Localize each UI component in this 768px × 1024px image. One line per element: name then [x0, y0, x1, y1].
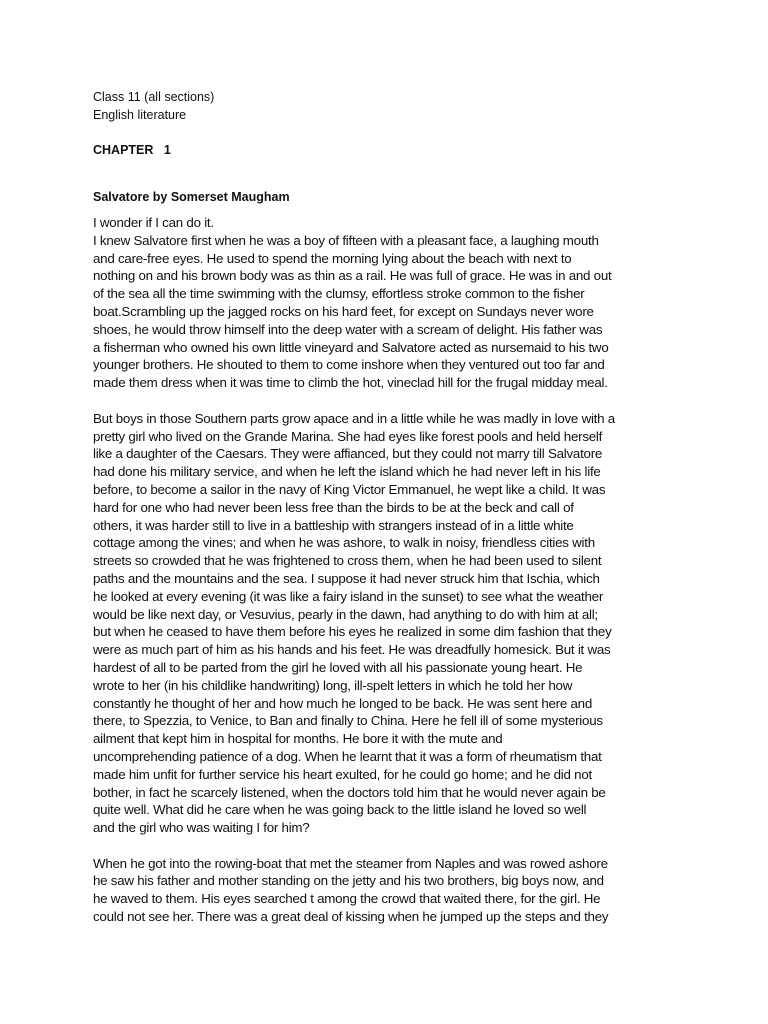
text-line: constantly he thought of her and how much he longed to be back. He was sent here and: [93, 695, 593, 711]
text-line: boat.Scrambling up the jagged rocks on his hard feet, for except on Sundays never wore: [93, 303, 594, 319]
text-line: he waved to them. His eyes searched t among the crowd that waited there, for the girl. He: [93, 891, 601, 907]
paragraph: [93, 410, 678, 837]
text-line: there, to Spezzia, to Venice, to Ban and finally to China. Here he fell ill of some mysterious: [93, 713, 603, 729]
text-line: streets so crowded that he was frightened to cross them, when he had been used to silent: [93, 553, 602, 569]
subject-line: English literature: [93, 108, 187, 122]
text-line: like a daughter of the Caesars. They were affianced, but they could not marry till Salvatore: [93, 446, 603, 462]
paragraph-gap: [93, 392, 678, 410]
chapter-heading: CHAPTER 1: [93, 143, 171, 157]
text-line: uncomprehending patience of a dog. When he learnt that it was a form of rheumatism that: [93, 748, 602, 764]
text-line: a fisherman who owned his own little vineyard and Salvatore acted as nursemaid to his two: [93, 339, 609, 355]
story-title: Salvatore by Somerset Maugham: [93, 190, 290, 204]
text-line: he saw his father and mother standing on the jetty and his two brothers, big boys now, and: [93, 873, 604, 889]
document-content: [93, 88, 678, 926]
text-line: wrote to her (in his childlike handwriting) long, ill-spelt letters in which he told her how: [93, 677, 573, 693]
text-line: before, to become a sailor in the navy of King Victor Emmanuel, he wept like a child. It was: [93, 481, 606, 497]
text-line: pretty girl who lived on the Grande Marina. She had eyes like forest pools and held herself: [93, 428, 603, 444]
text-line: of the sea all the time swimming with the clumsy, effortless stroke common to the fisher: [93, 286, 585, 302]
class-line: Class 11 (all sections): [93, 90, 215, 104]
paragraph-gap: [93, 837, 678, 855]
text-line: nothing on and his brown body was as thin as a rail. He was full of grace. He was in and out: [93, 268, 612, 284]
text-line: had done his military service, and when he left the island which he had never left in his life: [93, 464, 601, 480]
text-line: shoes, he would throw himself into the deep water with a scream of delight. His father was: [93, 321, 603, 337]
paragraph: [93, 855, 678, 926]
paragraph: [93, 214, 678, 392]
text-line: but when he ceased to have them before his eyes he realized in some dim fashion that they: [93, 624, 612, 640]
text-line: were as much part of him as his hands and his feet. He was dreadfully homesick. But it was: [93, 642, 611, 658]
text-line: made them dress when it was time to climb the hot, vineclad hill for the frugal midday meal.: [93, 375, 608, 391]
text-line: hardest of all to be parted from the girl he loved with all his passionate young heart. He: [93, 659, 583, 675]
text-line: cottage among the vines; and when he was ashore, to walk in noisy, friendless cities with: [93, 535, 595, 551]
text-line: ailment that kept him in hospital for months. He bore it with the mute and: [93, 731, 503, 747]
text-line: But boys in those Southern parts grow apace and in a little while he was madly in love with a: [93, 410, 615, 426]
text-line: I wonder if I can do it.: [93, 215, 214, 230]
text-line: and the girl who was waiting I for him?: [93, 820, 310, 836]
text-line: I knew Salvatore first when he was a boy of fifteen with a pleasant face, a laughing mouth: [93, 232, 599, 248]
text-line: made him unfit for further service his heart exulted, for he could go home; and he did not: [93, 766, 592, 782]
text-line: hard for one who had never been less free than the birds to be at the beck and call of: [93, 499, 574, 515]
text-line: would be like next day, or Vesuvius, pearly in the dawn, had anything to do with him at all;: [93, 606, 598, 622]
text-line: paths and the mountains and the sea. I suppose it had never struck him that Ischia, which: [93, 570, 600, 586]
text-line: others, it was harder still to live in a battleship with strangers instead of in a little white: [93, 517, 574, 533]
text-line: could not see her. There was a great deal of kissing when he jumped up the steps and they: [93, 909, 609, 925]
text-line: younger brothers. He shouted to them to come inshore when they ventured out too far and: [93, 357, 605, 373]
story-body: [93, 214, 678, 926]
text-line: quite well. What did he care when he was going back to the little island he loved so well: [93, 802, 587, 818]
text-line: bother, in fact he scarcely listened, when the doctors told him that he would never again be: [93, 784, 606, 800]
text-line: he looked at every evening (it was like a fairy island in the sunset) to see what the weather: [93, 588, 604, 604]
text-line: and care-free eyes. He used to spend the morning lying about the beach with next to: [93, 250, 572, 266]
text-line: When he got into the rowing-boat that met the steamer from Naples and was rowed ashore: [93, 855, 608, 871]
